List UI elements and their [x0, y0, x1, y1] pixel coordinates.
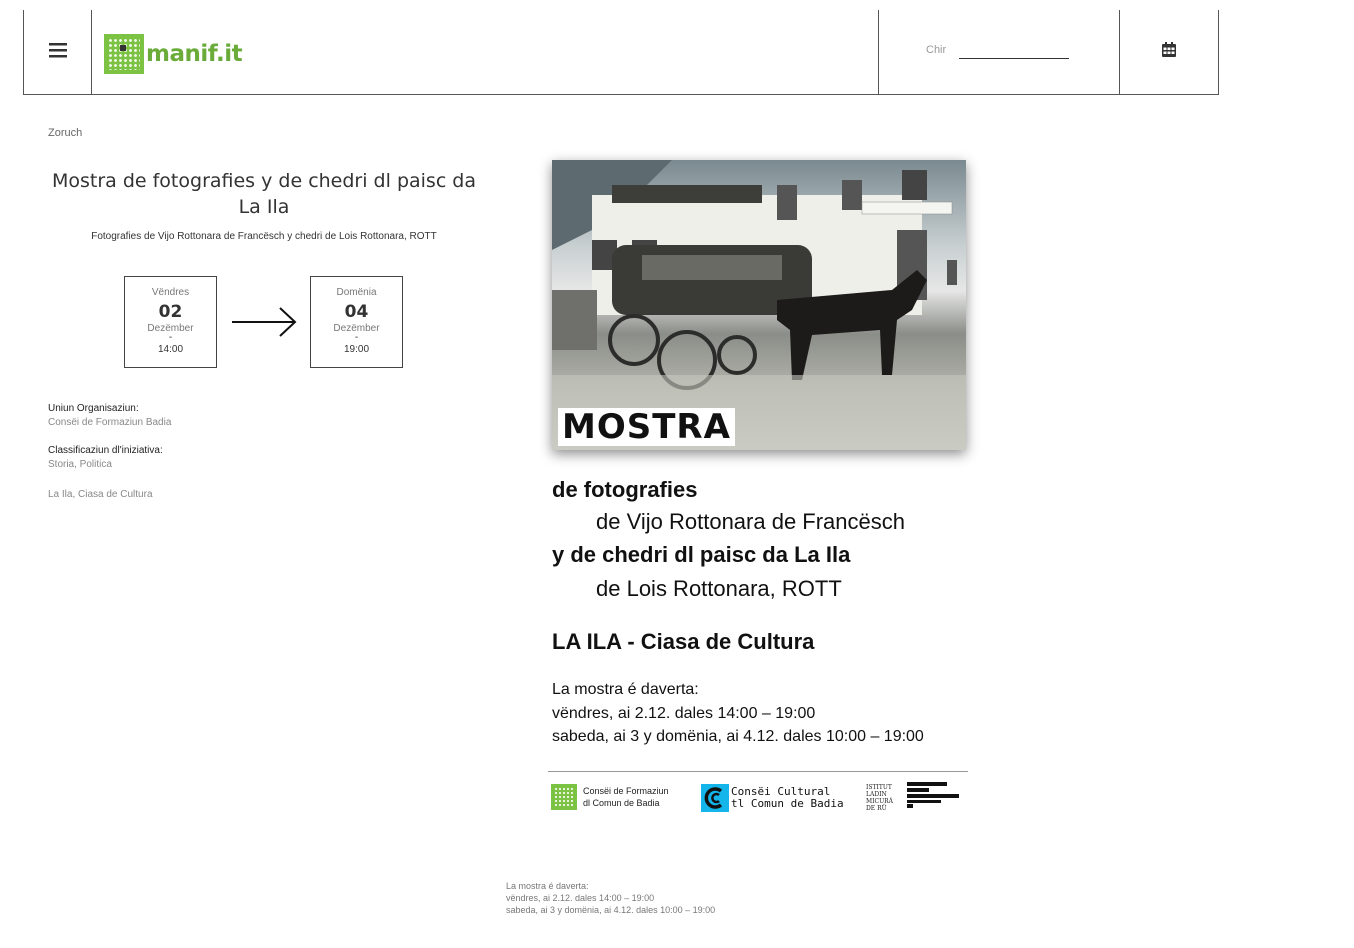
arrow-right-icon	[232, 305, 298, 344]
organizer-block	[48, 403, 171, 428]
footer-line-2: vëndres, ai 2.12. dales 14:00 – 19:00	[506, 893, 655, 903]
micura-mark	[907, 782, 959, 813]
logo-mark	[104, 34, 144, 74]
poster-open-1: La mostra é daverta:	[552, 681, 699, 698]
sponsor3-line3: MICURÁ	[866, 797, 894, 805]
site-logo[interactable]	[104, 34, 242, 74]
start-month: Dezëmber	[147, 323, 194, 334]
hamburger-icon	[49, 42, 67, 63]
poster-photo-label: MOSTRA	[558, 408, 735, 446]
sponsor1-line2: dl Comun de Badia	[583, 798, 660, 808]
event-title: Mostra de fotografies y de chedri dl paisc da La Ila	[51, 170, 477, 218]
end-date-number: 04	[344, 302, 369, 322]
poster-line-4: de Lois Rottonara, ROTT	[596, 576, 842, 601]
footer-line-3: sabeda, ai 3 y domënia, ai 4.12. dales 10:00 – 19:00	[506, 905, 716, 915]
end-month: Dezëmber	[333, 323, 380, 334]
calendar-button[interactable]	[1119, 10, 1219, 94]
footer-description	[506, 880, 715, 916]
sponsor3-line2: LADIN	[866, 790, 887, 798]
menu-button[interactable]	[24, 10, 92, 94]
location-value: La Ila, Ciasa de Cultura	[48, 489, 153, 500]
sponsor2-line2: tl Comun de Badia	[731, 797, 844, 810]
start-day: Vëndres	[151, 287, 190, 298]
organizer-label: Uniun Organisaziun:	[48, 403, 139, 414]
sponsor3-line4: DE RÜ	[866, 804, 887, 812]
event-subtitle: Fotografies de Vijo Rottonara de Francësch y chedri de Lois Rottonara, ROTT	[91, 231, 437, 242]
start-date-number: 02	[158, 302, 183, 322]
classification-value: Storia, Politica	[48, 459, 112, 470]
sponsor1-line1: Consëi de Formaziun	[583, 786, 669, 796]
location-block	[48, 486, 153, 500]
sponsor3-line1: ISTITUT	[866, 783, 892, 791]
poster-divider	[548, 771, 968, 772]
start-date-box	[124, 276, 217, 368]
sponsor2-line1: Consëi Cultural	[731, 785, 831, 798]
start-time: 14:00	[157, 344, 184, 355]
poster-photo	[552, 160, 966, 450]
end-dash: -	[354, 332, 359, 343]
search-input[interactable]	[959, 48, 1069, 59]
footer-line-1: La mostra é daverta:	[506, 881, 589, 891]
sponsor-cultural	[701, 784, 844, 812]
search-area	[878, 10, 1120, 94]
organizer-value: Consëi de Formaziun Badia	[48, 417, 172, 428]
back-link[interactable]: Zoruch	[48, 127, 83, 139]
search-label: Chir	[926, 44, 947, 56]
start-dash: -	[168, 332, 173, 343]
cultural-logo	[701, 784, 729, 812]
sponsor-micura	[866, 782, 959, 813]
end-day: Domënia	[336, 287, 377, 298]
poster-line-2: de Vijo Rottonara de Francësch	[596, 509, 905, 534]
classification-label: Classificaziun dl'iniziativa:	[48, 445, 163, 456]
poster-line-3: y de chedri dl paisc da La Ila	[552, 542, 851, 567]
poster-open-2: vëndres, ai 2.12. dales 14:00 – 19:00	[552, 705, 816, 722]
poster-open-3: sabeda, ai 3 y domënia, ai 4.12. dales 10:00 – 19:00	[552, 728, 924, 745]
formaziun-logo	[551, 784, 577, 810]
logo-text: manif.it	[146, 41, 243, 67]
sponsor-formaziun	[551, 784, 669, 810]
poster-venue: LA ILA - Ciasa de Cultura	[552, 629, 815, 654]
calendar-icon	[1162, 42, 1176, 62]
classification-block	[48, 445, 163, 470]
end-time: 19:00	[343, 344, 370, 355]
poster-line-1: de fotografies	[552, 477, 698, 502]
site-header	[23, 10, 1219, 95]
end-date-box	[310, 276, 403, 368]
